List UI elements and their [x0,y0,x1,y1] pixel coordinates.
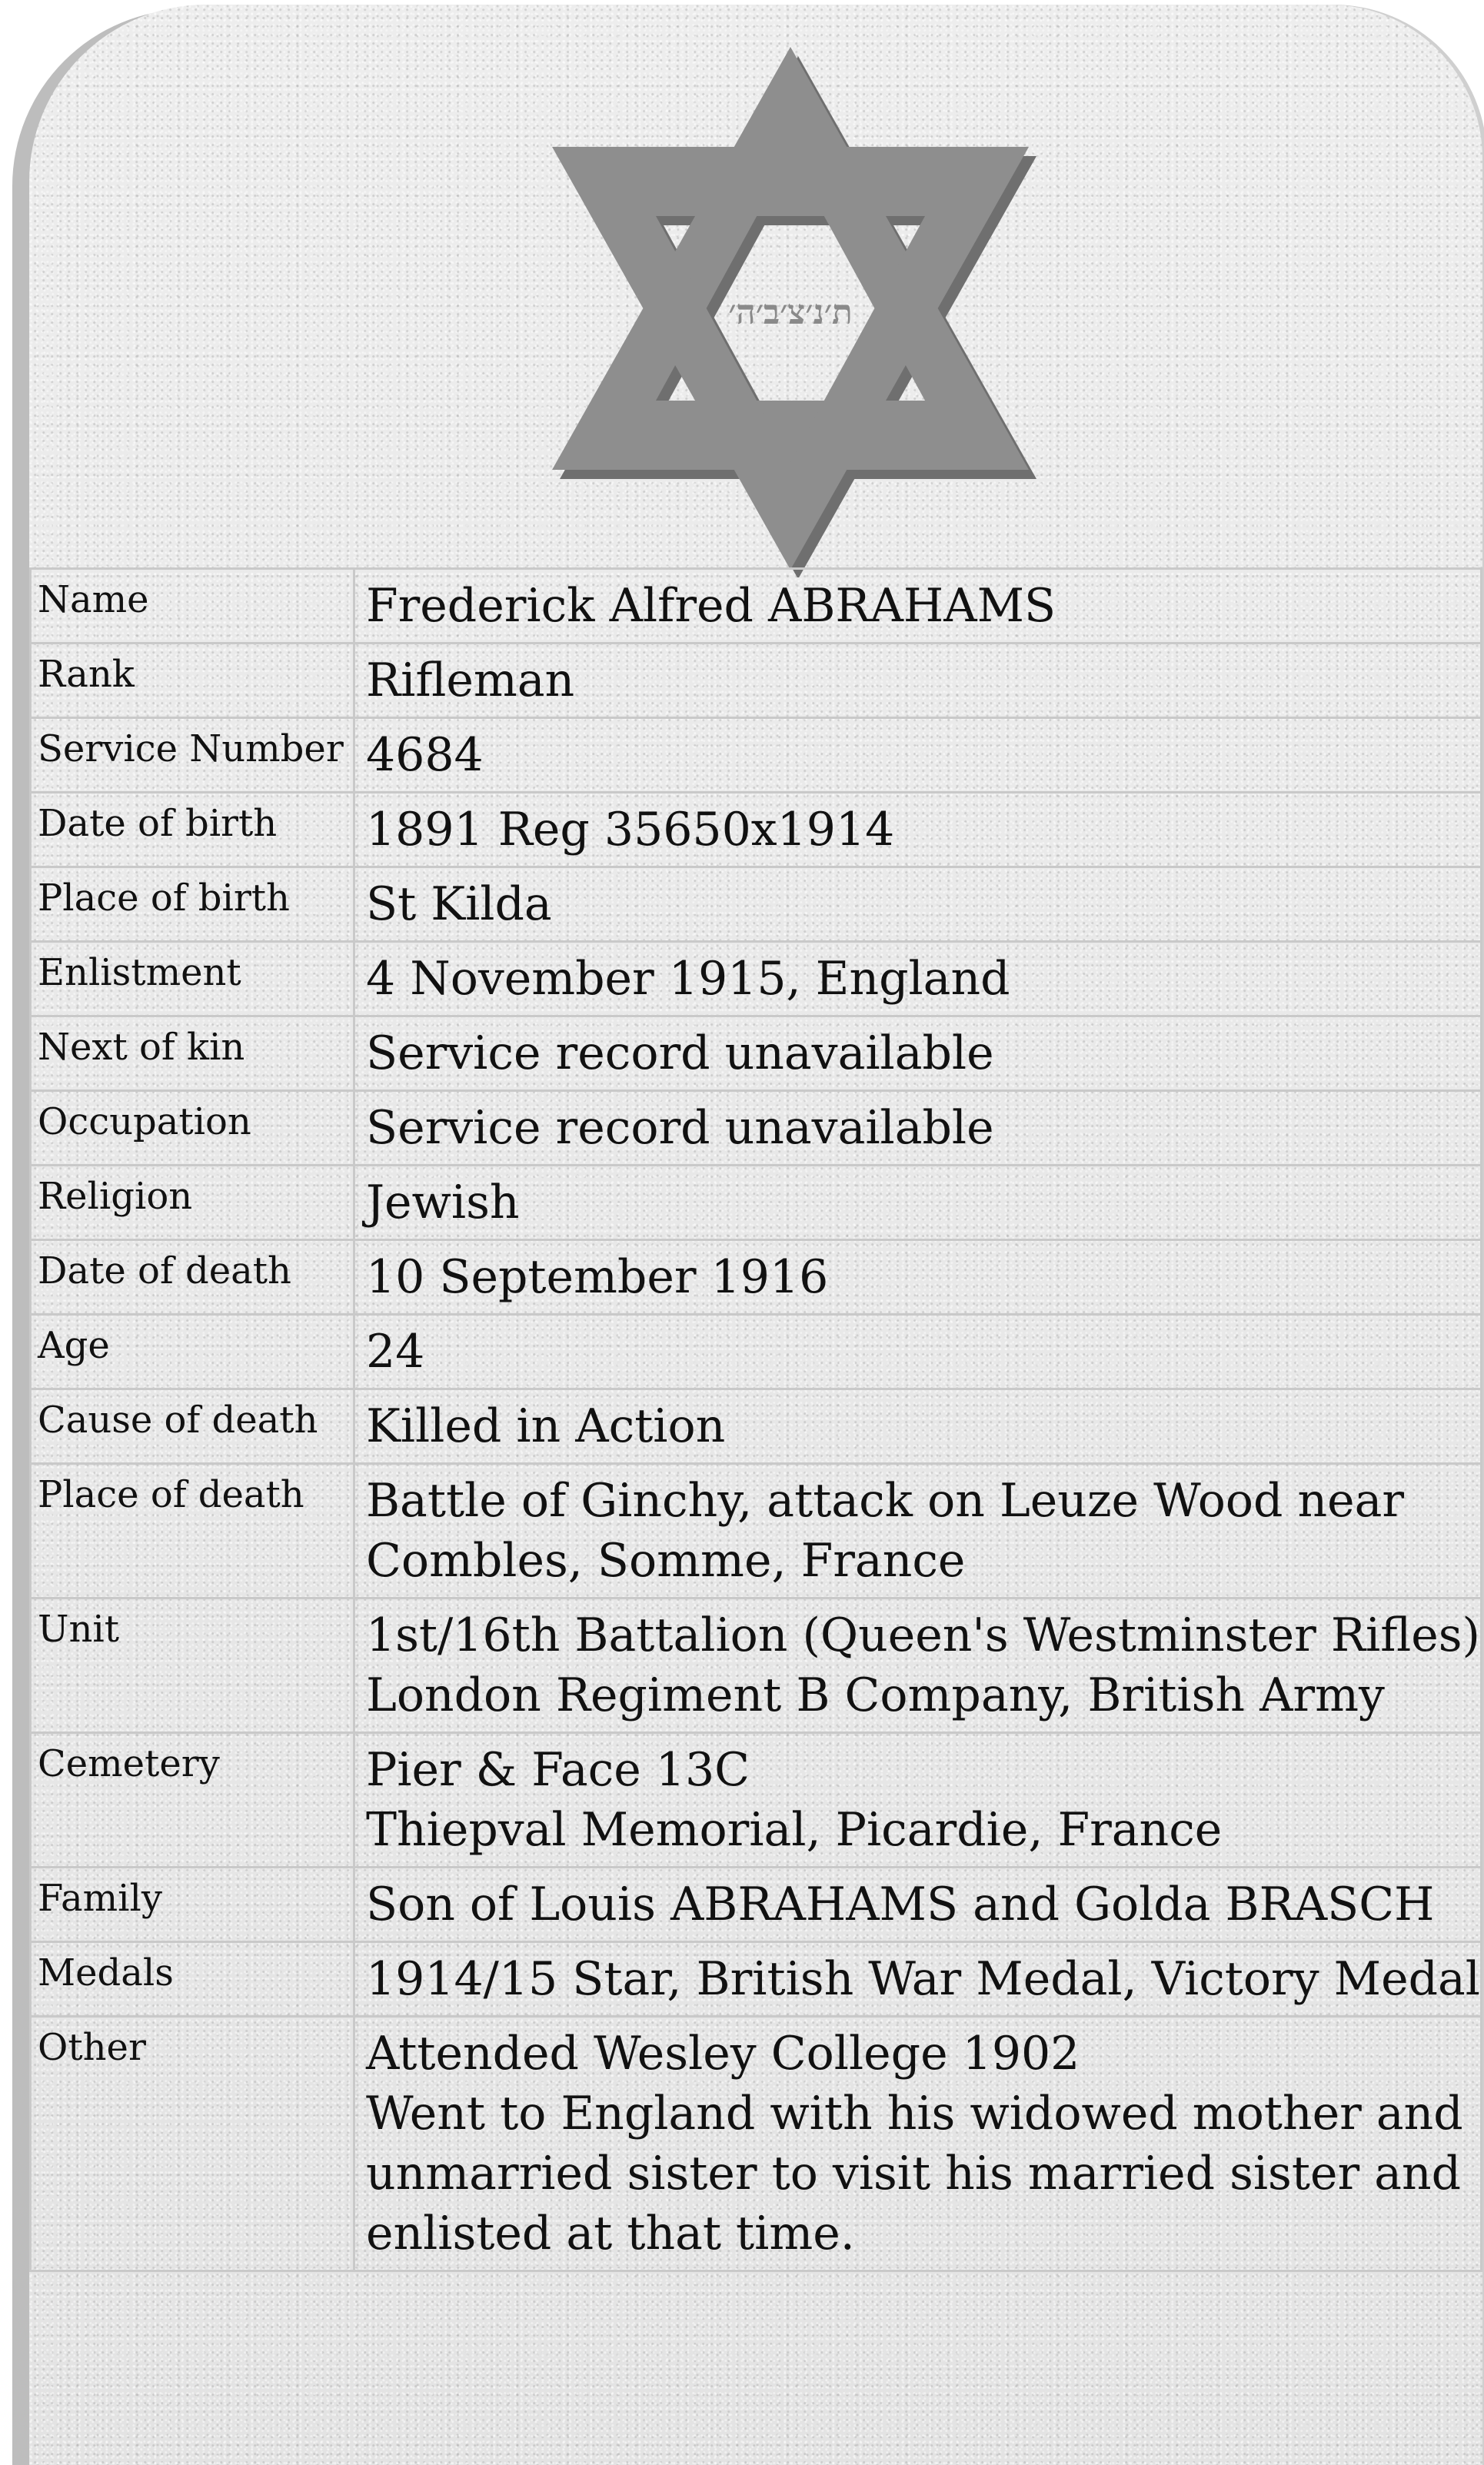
field-label: Religion [31,1166,354,1240]
field-value-line: Frederick Alfred ABRAHAMS [365,579,1056,633]
service-record-table [29,567,1482,2272]
field-value [354,2017,1481,2271]
record-row [31,1389,1482,1464]
field-label: Service Number [31,718,354,793]
field-label: Unit [31,1598,354,1733]
field-label: Cause of death [31,1389,354,1464]
record-row [31,1868,1482,1942]
record-row [31,1942,1482,2017]
field-value-line: Went to England with his widowed mother and [365,2087,1463,2141]
hebrew-inscription: ת׳נ׳צ׳ב׳ה׳ [728,293,853,332]
field-value [354,1016,1481,1091]
field-value-line: 1914/15 Star, British War Medal, Victory Medal [365,1952,1480,2006]
record-row [31,644,1482,718]
record-row [31,793,1482,867]
field-value-line: Son of Louis ABRAHAMS and Golda BRASCH [365,1878,1435,1931]
field-value [354,942,1481,1016]
field-value [354,1389,1481,1464]
field-value [354,793,1481,867]
field-value-line: 4 November 1915, England [365,952,1010,1006]
field-label: Enlistment [31,942,354,1016]
record-row [31,1240,1482,1315]
field-label: Family [31,1868,354,1942]
field-value-line: 24 [365,1325,425,1379]
field-label: Cemetery [31,1733,354,1868]
record-row [31,569,1482,644]
field-label: Next of kin [31,1016,354,1091]
field-value-line: Service record unavailable [365,1101,994,1155]
record-row [31,1464,1482,1598]
field-label: Place of death [31,1464,354,1598]
field-label: Rank [31,644,354,718]
record-row [31,718,1482,793]
record-row [31,1091,1482,1166]
field-value [354,1166,1481,1240]
field-value-line: enlisted at that time. [365,2207,855,2260]
field-value-line: Service record unavailable [365,1026,994,1080]
field-value [354,1315,1481,1389]
field-value-line: London Regiment B Company, British Army [365,1668,1385,1722]
field-value-line: Rifleman [365,654,575,707]
field-label: Age [31,1315,354,1389]
field-value [354,1464,1481,1598]
field-value-line: Pier & Face 13C [365,1743,750,1797]
field-value [354,1598,1481,1733]
field-value-line: Killed in Action [365,1399,726,1453]
star-of-david-icon [537,39,1044,577]
field-value-line: Jewish [365,1176,520,1229]
field-value [354,644,1481,718]
field-value-line: 4684 [365,728,484,782]
field-value [354,1091,1481,1166]
field-value [354,569,1481,644]
field-label: Date of death [31,1240,354,1315]
record-row [31,867,1482,942]
record-row [31,1166,1482,1240]
record-row [31,1598,1482,1733]
field-value [354,867,1481,942]
field-value-line: 1891 Reg 35650x1914 [365,803,895,857]
star-of-david-emblem [537,39,1044,577]
field-value-line: Attended Wesley College 1902 [365,2027,1080,2081]
field-value-line: St Kilda [365,877,552,931]
field-value [354,718,1481,793]
field-label: Date of birth [31,793,354,867]
field-value-line: 10 September 1916 [365,1250,829,1304]
record-row [31,1016,1482,1091]
record-row [31,1733,1482,1868]
record-row [31,2017,1482,2271]
field-value-line: unmarried sister to visit his married sister and [365,2147,1462,2201]
field-value-line: Battle of Ginchy, attack on Leuze Wood near [365,1474,1405,1528]
field-label: Other [31,2017,354,2271]
field-label: Place of birth [31,867,354,942]
field-value-line: 1st/16th Battalion (Queen's Westminster Rifles) [365,1608,1480,1662]
field-label: Occupation [31,1091,354,1166]
field-label: Medals [31,1942,354,2017]
field-value-line: Combles, Somme, France [365,1534,966,1588]
field-value [354,1240,1481,1315]
field-value [354,1733,1481,1868]
field-value [354,1942,1481,2017]
field-value-line: Thiepval Memorial, Picardie, France [365,1803,1223,1857]
record-row [31,1315,1482,1389]
record-row [31,942,1482,1016]
field-label: Name [31,569,354,644]
field-value [354,1868,1481,1942]
